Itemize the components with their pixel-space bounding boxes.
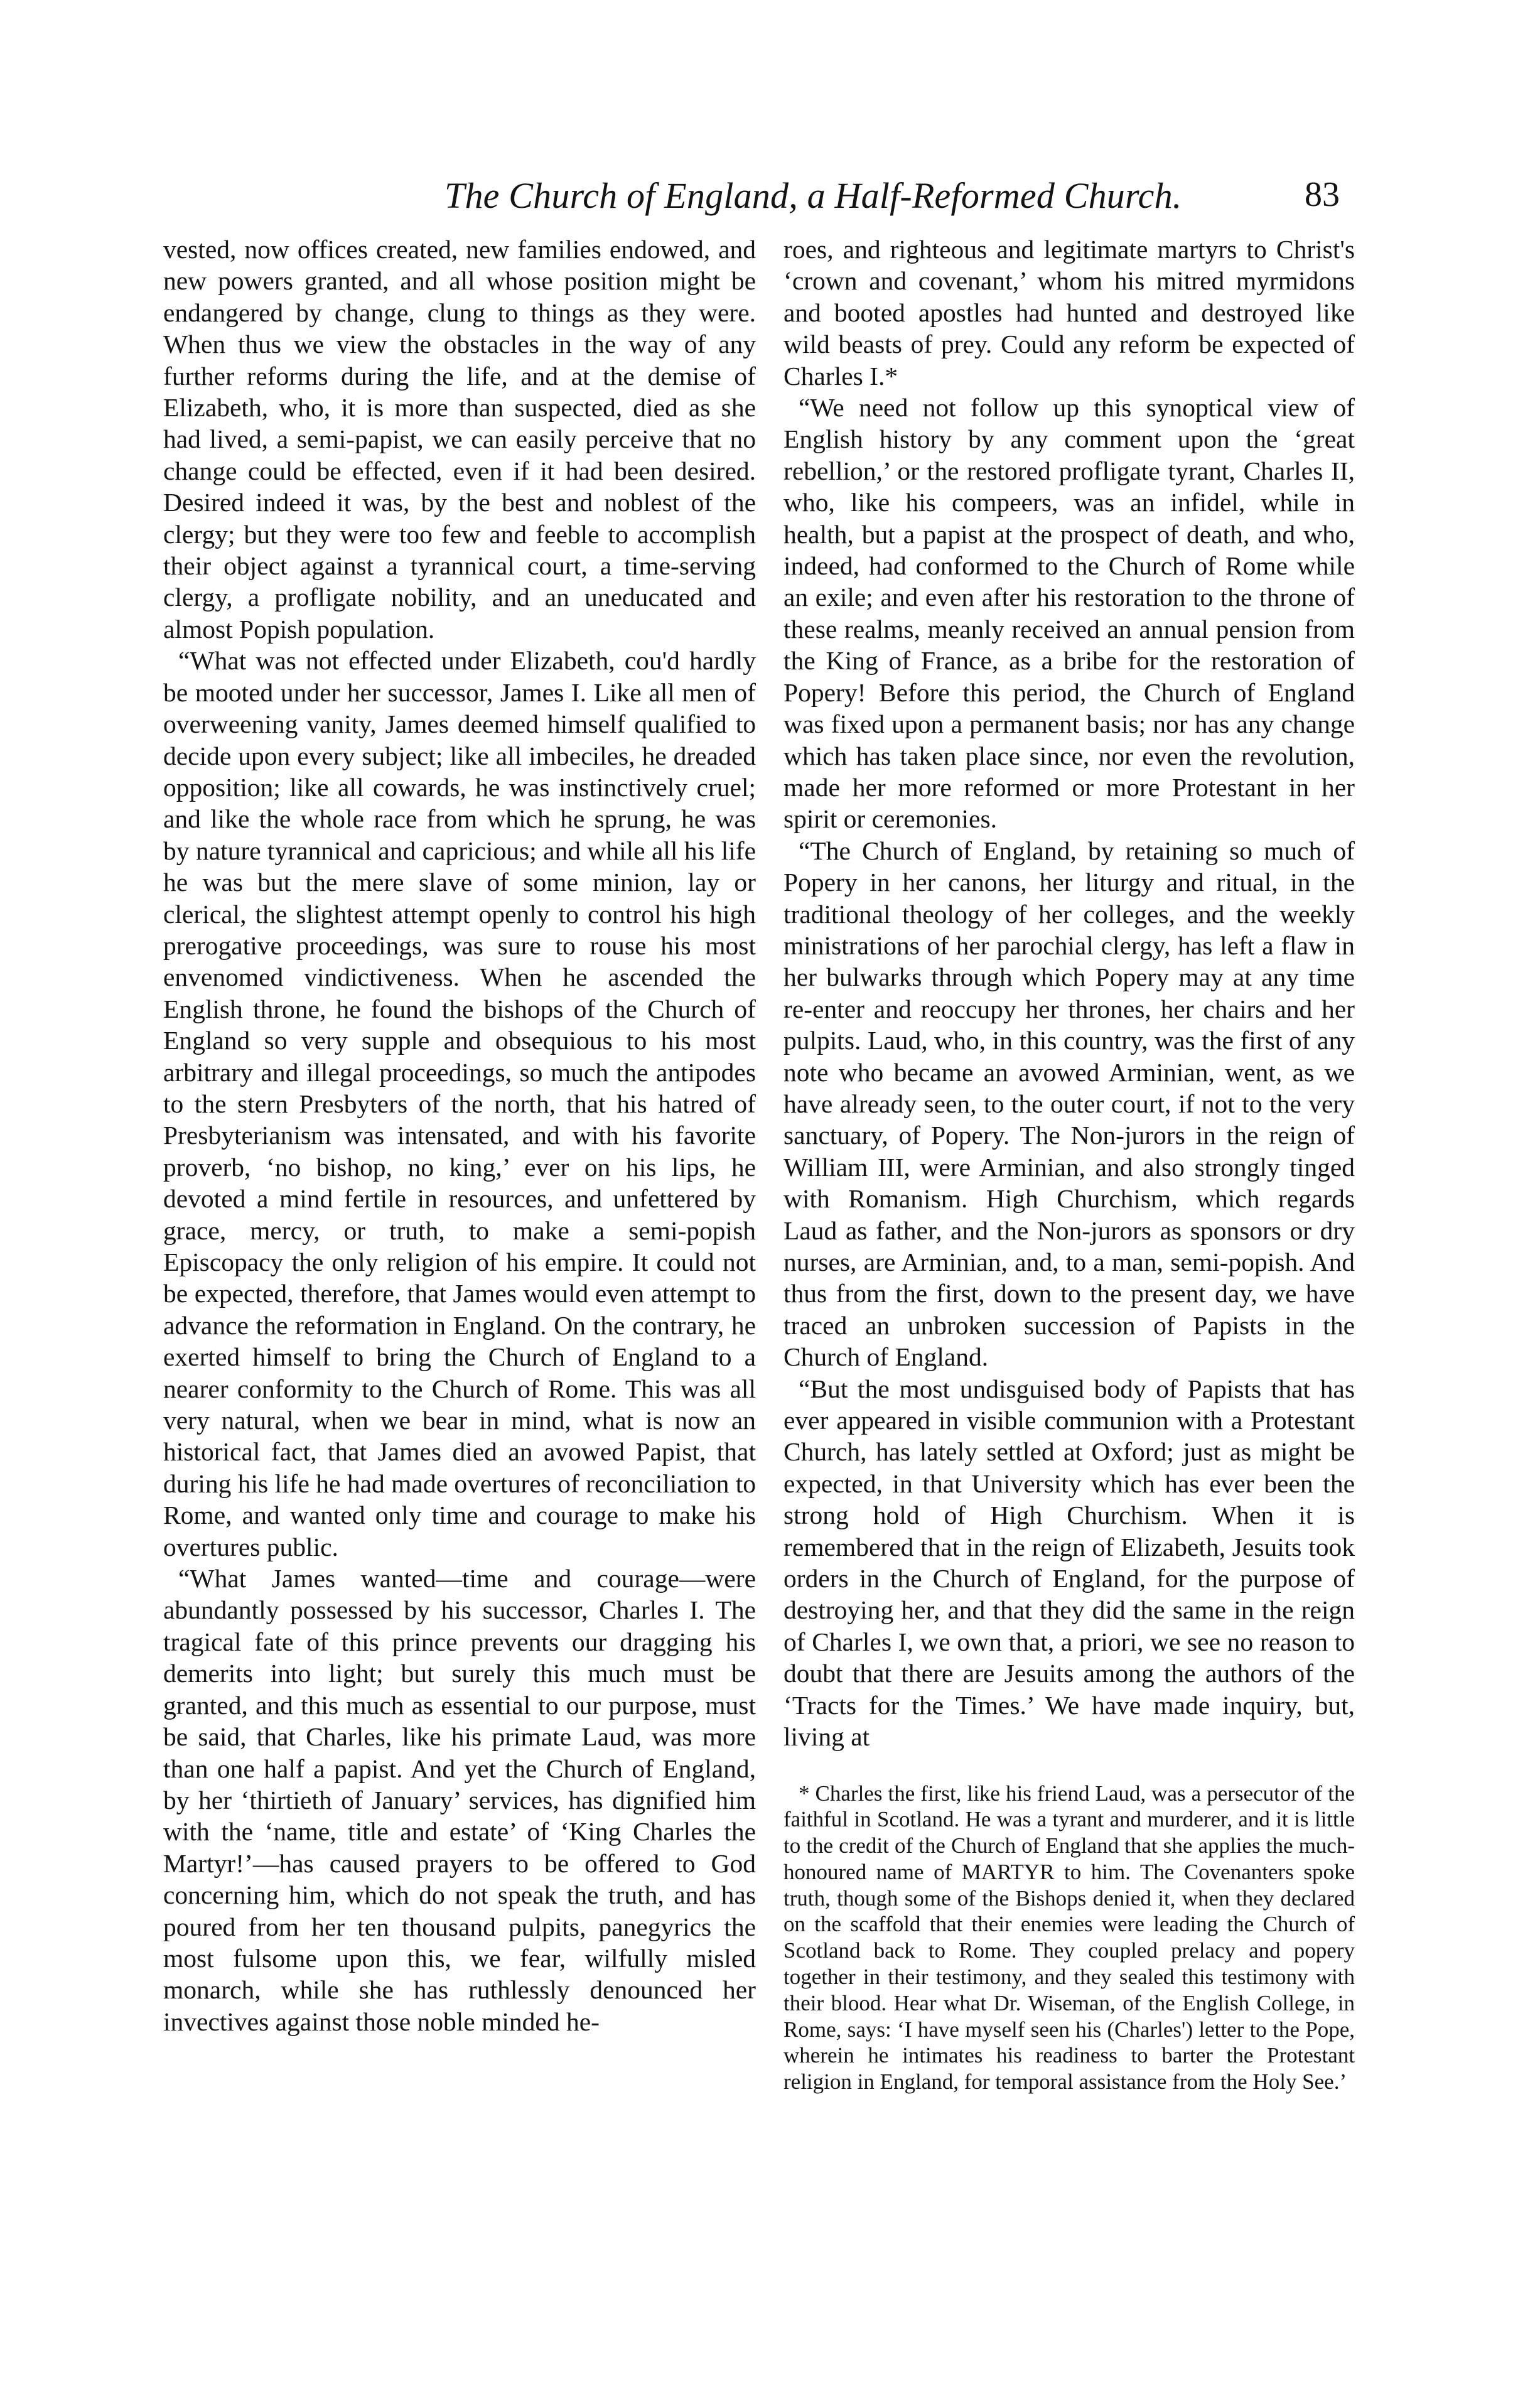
- paragraph: “But the most undisguised body of Papists that has ever appeared in visible communion with a Protestant Church, has lately settled at Oxford; just as might be expected, in that University which has ever been the strong hold of High Churchism. When it is remembered that in the reign of Elizabeth, Jesuits took orders in the Church of England, for the purpose of destroying her, and that they did the same in the reign of Charles I, we own that, a priori, we see no reason to doubt that there are Jesuits among the authors of the ‘Tracts for the Times.’ We have made inquiry, but, living at: [783, 1374, 1355, 1752]
- left-column: [163, 234, 756, 2037]
- right-column: [783, 234, 1355, 2095]
- page-number: 83: [1305, 175, 1340, 214]
- footnote-text: * Charles the first, like his friend Laud, was a persecutor of the faithful in Scotland. He was a tyrant and murderer, and it is little to the credit of the Church of England that she applies the much-honoured name of MARTYR to him. The Covenanters spoke truth, though some of the Bishops denied it, when they declared on the scaffold that their enemies were leading the Church of Scotland back to Rome. They coupled prelacy and popery together in their testimony, and they sealed this testimony with their blood. Hear what Dr. Wiseman, of the English College, in Rome, says: ‘I have myself seen his (Charles') letter to the Pope, wherein he intimates his readiness to barter the Protestant religion in England, for temporal assistance from the Holy See.’: [783, 1781, 1355, 2094]
- paragraph: “We need not follow up this synoptical view of English history by any comment upon the ‘great rebellion,’ or the restored profligate tyrant, Charles II, who, like his compeers, was an infidel, while in health, but a papist at the prospect of death, and who, indeed, had conformed to the Church of Rome while an exile; and even after his restoration to the throne of these realms, meanly received an annual pension from the King of France, as a bribe for the restoration of Popery! Before this period, the Church of England was fixed upon a permanent basis; nor has any change which has taken place since, nor even the revolution, made her more reformed or more Protestant in her spirit or ceremonies.: [783, 393, 1355, 834]
- paragraph: vested, now offices created, new families endowed, and new powers granted, and all whose position might be endangered by change, clung to things as they were. When thus we view the obstacles in the way of any further reforms during the life, and at the demise of Elizabeth, who, it is more than suspected, died as she had lived, a semi-papist, we can easily perceive that no change could be effected, even if it had been desired. Desired indeed it was, by the best and noblest of the clergy; but they were too few and feeble to accomplish their object against a tyrannical court, a time-serving clergy, a profligate nobility, and an uneducated and almost Popish population.: [163, 235, 756, 644]
- paragraph: “The Church of England, by retaining so much of Popery in her canons, her liturgy and ritual, in the traditional theology of her colleges, and the weekly ministrations of her parochial clergy, has left a flaw in her bulwarks through which Popery may at any time re-enter and reoccupy her thrones, her chairs and her pulpits. Laud, who, in this country, was the first of any note who became an avowed Arminian, went, as we have already seen, to the outer court, if not to the very sanctuary, of Popery. The Non-jurors in the reign of William III, were Arminian, and also strongly tinged with Romanism. High Churchism, which regards Laud as father, and the Non-jurors as sponsors or dry nurses, are Arminian, and, to a man, semi-popish. And thus from the first, down to the present day, we have traced an unbroken succession of Papists in the Church of England.: [783, 836, 1355, 1372]
- paragraph: “What James wanted—time and courage—were abundantly possessed by his successor, Charles I. The tragical fate of this prince prevents our dragging his demerits into light; but surely this much must be granted, and this much as essential to our purpose, must be said, that Charles, like his primate Laud, was more than one half a papist. And yet the Church of England, by her ‘thirtieth of January’ services, has dignified him with the ‘name, title and estate’ of ‘King Charles the Martyr!’—has caused prayers to be offered to God concerning him, which do not speak the truth, and has poured from her ten thousand pulpits, panegyrics the most fulsome upon this, we fear, wilfully misled monarch, while she has ruthlessly denounced her invectives against those noble minded he-: [163, 1564, 756, 2036]
- page-header: [444, 175, 1340, 218]
- paragraph: “What was not effected under Elizabeth, cou'd hardly be mooted under her successor, James I. Like all men of overweening vanity, James deemed himself qualified to decide upon every subject; like all imbeciles, he dreaded opposition; like all cowards, he was instinctively cruel; and like the whole race from which he sprung, he was by nature tyrannical and capricious; and while all his life he was but the mere slave of some minion, lay or clerical, the slightest attempt openly to control his high prerogative proceedings, was sure to rouse his most envenomed vindictiveness. When he ascended the English throne, he found the bishops of the Church of England so very supple and obsequious to his most arbitrary and illegal proceedings, so much the antipodes to the stern Presbyters of the north, that his hatred of Presbyterianism was intensated, and with his favorite proverb, ‘no bishop, no king,’ ever on his lips, he devoted a mind fertile in resources, and unfettered by grace, mercy, or truth, to make a semi-popish Episcopacy the only religion of his empire. It could not be expected, therefore, that James would even attempt to advance the reformation in England. On the contrary, he exerted himself to bring the Church of England to a nearer conformity to the Church of Rome. This was all very natural, when we bear in mind, what is now an historical fact, that James died an avowed Papist, that during his life he had made overtures of reconciliation to Rome, and wanted only time and courage to make his overtures public.: [163, 646, 756, 1561]
- paragraph: roes, and righteous and legitimate martyrs to Christ's ‘crown and covenant,’ whom his mitred myrmidons and booted apostles had hunted and destroyed like wild beasts of prey. Could any reform be expected of Charles I.*: [783, 235, 1355, 391]
- running-title: The Church of England, a Half-Reformed Church.: [444, 175, 1182, 216]
- footnote: [783, 1781, 1355, 2096]
